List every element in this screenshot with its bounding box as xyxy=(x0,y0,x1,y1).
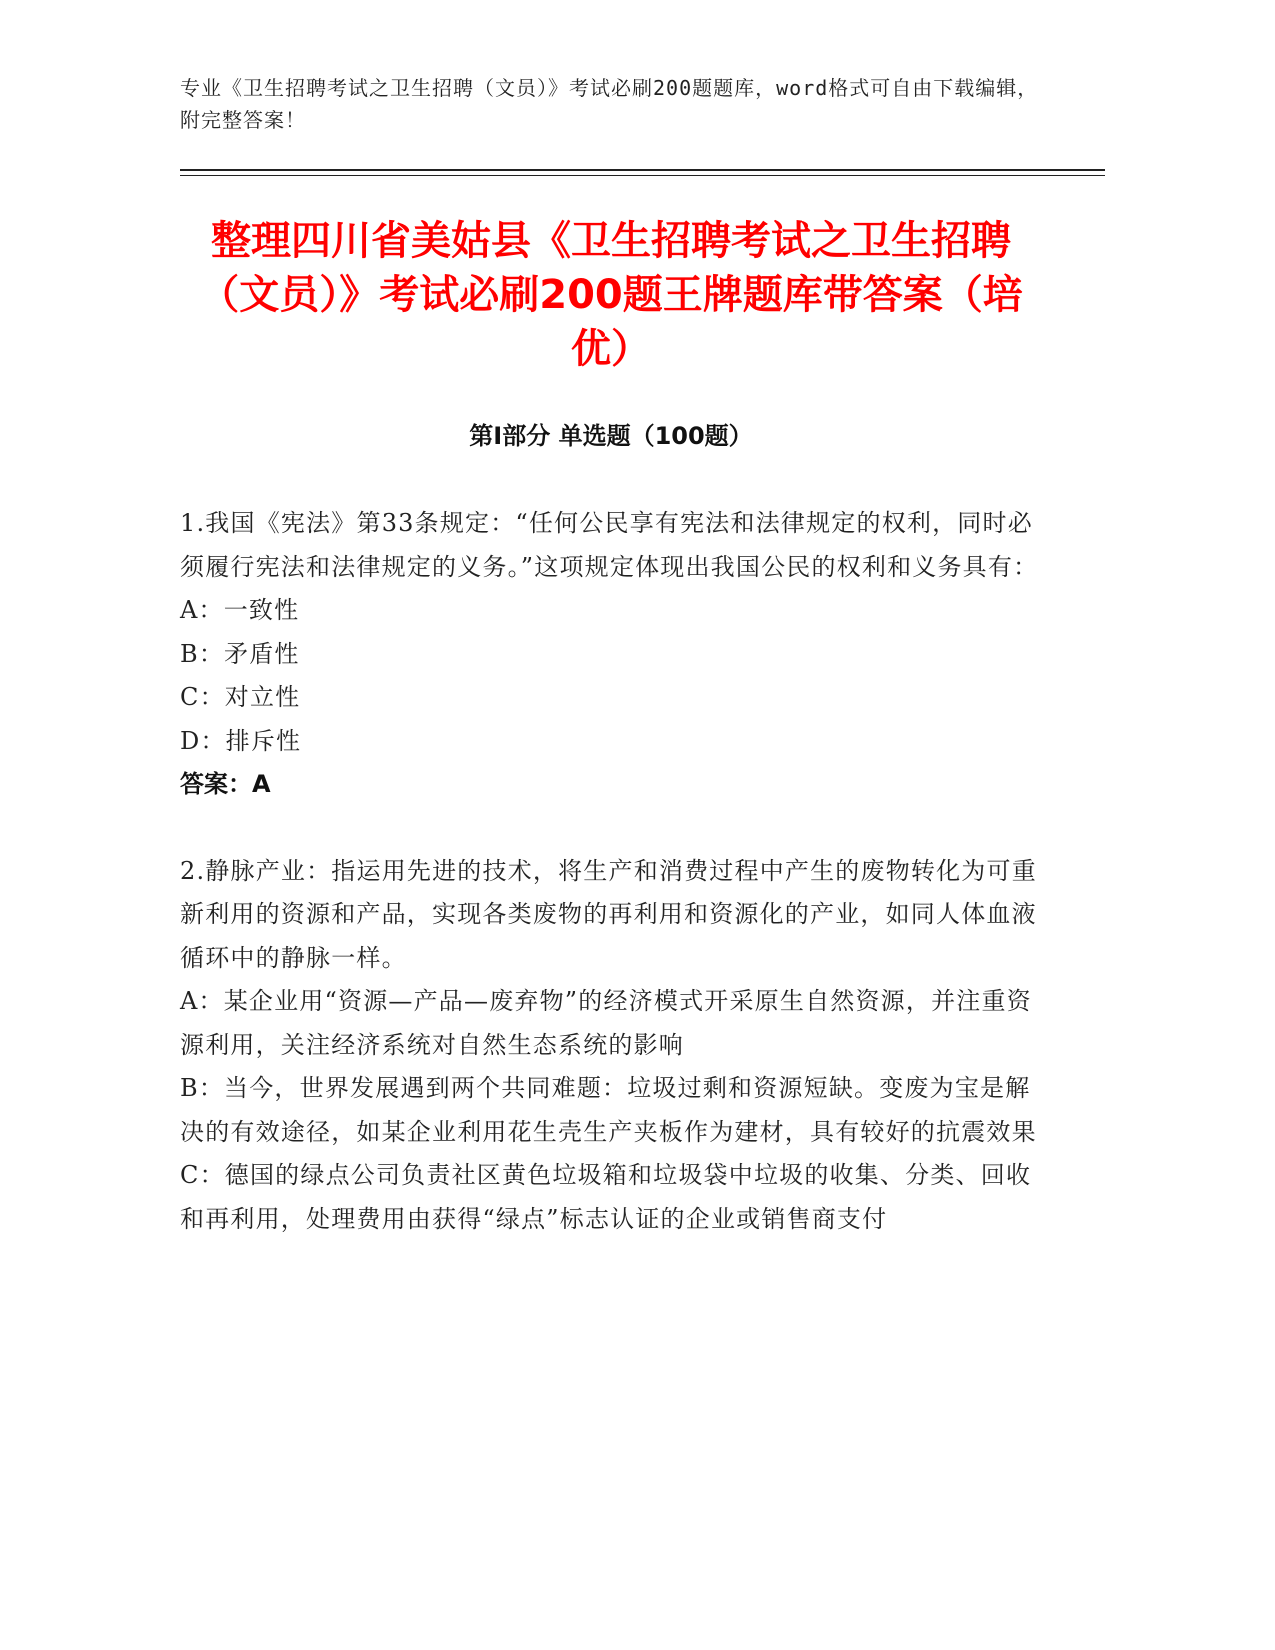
question-list xyxy=(180,502,1045,1241)
header-divider-thick xyxy=(180,169,1105,171)
option-b: B：矛盾性 xyxy=(180,639,300,668)
header-divider-thin xyxy=(180,175,1105,176)
option-a: A：某企业用“资源—产品—废弃物”的经济模式开采原生自然资源，并注重资源利用，关注经济系统对自然生态系统的影响 xyxy=(180,987,1032,1059)
question-spacer xyxy=(180,807,1045,850)
option-b: B：当今，世界发展遇到两个共同难题：垃圾过剩和资源短缺。变废为宝是解决的有效途径，如某企业利用花生壳生产夹板作为建材，具有较好的抗震效果 xyxy=(180,1074,1037,1146)
answer-line: 答案：A xyxy=(180,770,271,798)
question-2 xyxy=(180,850,1045,1242)
option-c: C：德国的绿点公司负责社区黄色垃圾箱和垃圾袋中垃圾的收集、分类、回收和再利用，处理费用由获得“绿点”标志认证的企业或销售商支付 xyxy=(180,1161,1032,1233)
question-stem: 1.我国《宪法》第33条规定：“任何公民享有宪法和法律规定的权利，同时必须履行宪法和法律规定的义务。”这项规定体现出我国公民的权利和义务具有： xyxy=(180,509,1039,581)
option-c: C：对立性 xyxy=(180,683,301,711)
document-title: 整理四川省美姑县《卫生招聘考试之卫生招聘（文员）》考试必刷200题王牌题库带答案（培优） xyxy=(199,218,1023,372)
option-a: A：一致性 xyxy=(180,596,300,624)
question-stem: 2.静脉产业：指运用先进的技术，将生产和消费过程中产生的废物转化为可重新利用的资源和产品，实现各类废物的再利用和资源化的产业，如同人体血液循环中的静脉一样。 xyxy=(180,856,1037,972)
header-note: 专业《卫生招聘考试之卫生招聘（文员）》考试必刷200题题库，word格式可自由下载编辑，附完整答案！ xyxy=(180,76,1039,132)
question-1 xyxy=(180,502,1045,807)
option-d: D：排斥性 xyxy=(180,726,302,755)
section-heading: 第I部分 单选题（100题） xyxy=(469,422,753,450)
